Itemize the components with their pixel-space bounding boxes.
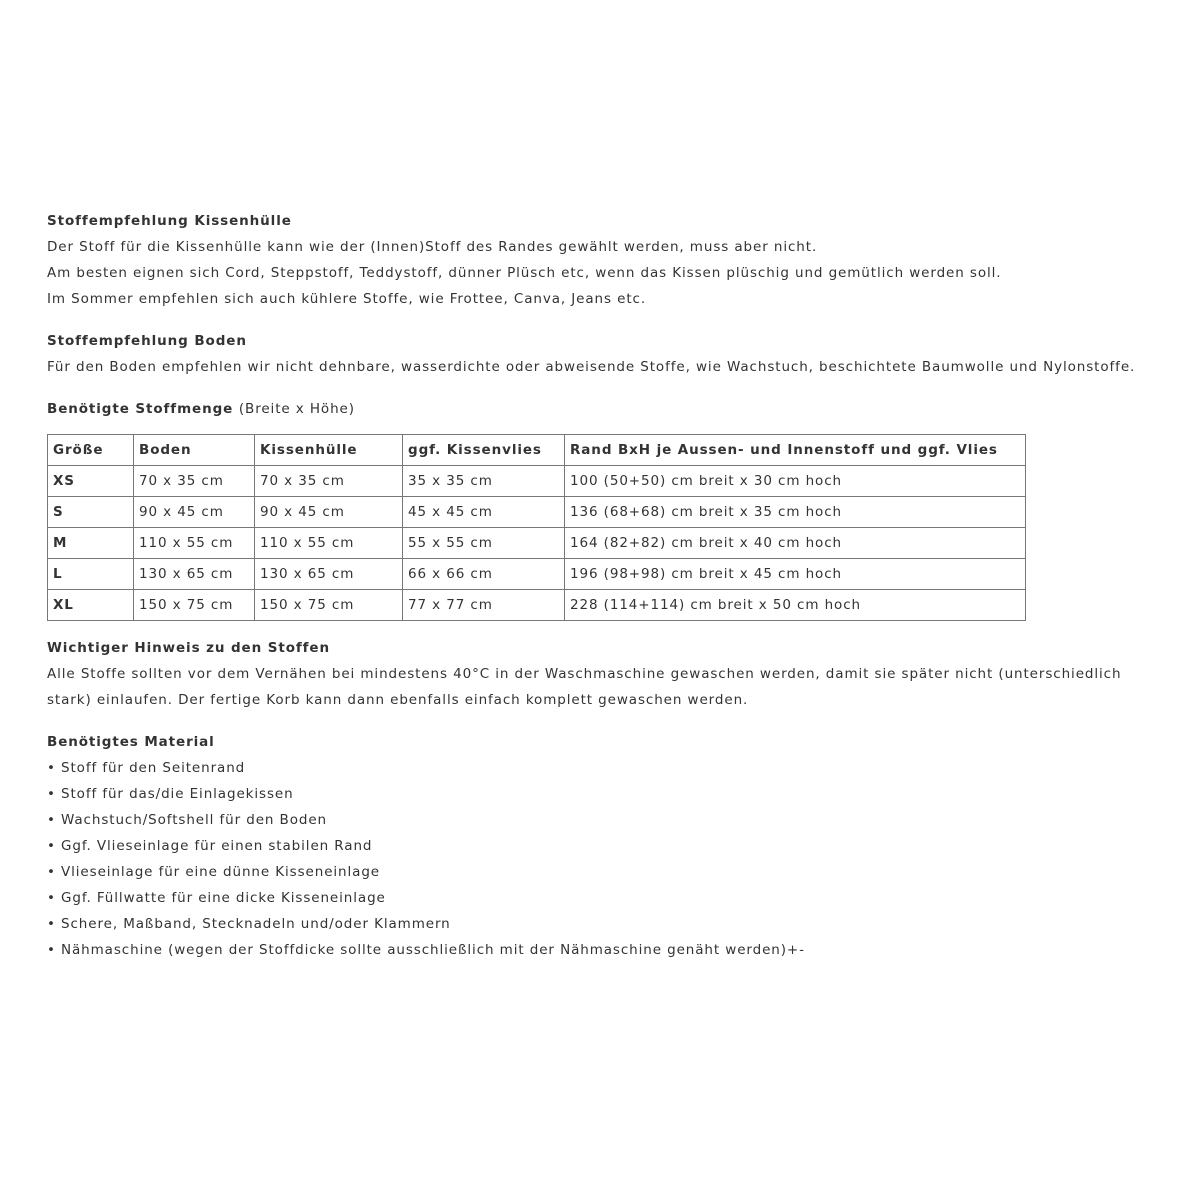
header-kissenhuelle: Kissenhülle	[255, 435, 403, 466]
table-row	[48, 528, 1026, 559]
boden-cell: 110 x 55 cm	[134, 528, 255, 559]
bullet-icon: •	[47, 812, 56, 828]
kissenhuelle-cell: 150 x 75 cm	[255, 590, 403, 621]
section-title-material: Benötigtes Material	[47, 734, 215, 750]
table-row	[48, 466, 1026, 497]
material-item-text: Wachstuch/Softshell für den Boden	[61, 812, 327, 828]
material-item-text: Nähmaschine (wegen der Stoffdicke sollte ausschließlich mit der Nähmaschine genäht werden)+-	[61, 942, 805, 958]
header-groesse: Größe	[48, 435, 134, 466]
bullet-icon: •	[47, 916, 56, 932]
list-item	[47, 937, 1167, 963]
list-item	[47, 807, 1167, 833]
bullet-icon: •	[47, 942, 56, 958]
rand-cell: 136 (68+68) cm breit x 35 cm hoch	[565, 497, 1026, 528]
list-item	[47, 781, 1167, 807]
header-rand: Rand BxH je Aussen- und Innenstoff und ggf. Vlies	[565, 435, 1026, 466]
bullet-icon: •	[47, 838, 56, 854]
boden-cell: 150 x 75 cm	[134, 590, 255, 621]
boden-cell: 130 x 65 cm	[134, 559, 255, 590]
rand-cell: 100 (50+50) cm breit x 30 cm hoch	[565, 466, 1026, 497]
header-boden: Boden	[134, 435, 255, 466]
kissenhuelle-cell: 90 x 45 cm	[255, 497, 403, 528]
header-kissenvlies: ggf. Kissenvlies	[403, 435, 565, 466]
article-content	[47, 208, 1167, 963]
size-cell: XS	[48, 466, 134, 497]
size-cell: L	[48, 559, 134, 590]
table-row	[48, 559, 1026, 590]
rand-cell: 228 (114+114) cm breit x 50 cm hoch	[565, 590, 1026, 621]
material-item-text: Stoff für das/die Einlagekissen	[61, 786, 294, 802]
section-title-hinweis: Wichtiger Hinweis zu den Stoffen	[47, 640, 330, 656]
kissenhuelle-line-3: Im Sommer empfehlen sich auch kühlere Stoffe, wie Frottee, Canva, Jeans etc.	[47, 291, 647, 307]
section-title-kissenhuelle: Stoffempfehlung Kissenhülle	[47, 213, 292, 229]
material-item-text: Ggf. Vlieseinlage für einen stabilen Rand	[61, 838, 373, 854]
boden-cell: 90 x 45 cm	[134, 497, 255, 528]
kissenvlies-cell: 77 x 77 cm	[403, 590, 565, 621]
bullet-icon: •	[47, 786, 56, 802]
boden-cell: 70 x 35 cm	[134, 466, 255, 497]
list-item	[47, 911, 1167, 937]
material-item-text: Vlieseinlage für eine dünne Kisseneinlage	[61, 864, 381, 880]
bullet-icon: •	[47, 890, 56, 906]
list-item	[47, 885, 1167, 911]
material-item-text: Schere, Maßband, Stecknadeln und/oder Klammern	[61, 916, 451, 932]
kissenvlies-cell: 55 x 55 cm	[403, 528, 565, 559]
rand-cell: 196 (98+98) cm breit x 45 cm hoch	[565, 559, 1026, 590]
material-item-text: Stoff für den Seitenrand	[61, 760, 246, 776]
section-title-boden: Stoffempfehlung Boden	[47, 333, 247, 349]
stoffmenge-subtitle: (Breite x Höhe)	[238, 401, 355, 417]
hinweis-text: Alle Stoffe sollten vor dem Vernähen bei mindestens 40°C in der Waschmaschine gewaschen werden, damit sie später nicht (unterschiedlich stark) einlaufen. Der fertige Korb kann dann ebenfalls einfach komplett gewaschen werden.	[47, 666, 1122, 708]
kissenhuelle-line-1: Der Stoff für die Kissenhülle kann wie der (Innen)Stoff des Randes gewählt werden, muss aber nicht.	[47, 239, 818, 255]
kissenvlies-cell: 66 x 66 cm	[403, 559, 565, 590]
stoffmenge-title: Benötigte Stoffmenge	[47, 401, 234, 417]
kissenhuelle-cell: 130 x 65 cm	[255, 559, 403, 590]
list-item	[47, 755, 1167, 781]
table-header-row	[48, 435, 1026, 466]
material-list	[47, 755, 1167, 963]
size-cell: S	[48, 497, 134, 528]
size-cell: XL	[48, 590, 134, 621]
boden-text: Für den Boden empfehlen wir nicht dehnbare, wasserdichte oder abweisende Stoffe, wie Wachstuch, beschichtete Baumwolle und Nylonstoffe.	[47, 359, 1136, 375]
kissenhuelle-line-2: Am besten eignen sich Cord, Steppstoff, Teddystoff, dünner Plüsch etc, wenn das Kissen plüschig und gemütlich werden soll.	[47, 265, 1002, 281]
section-title-stoffmenge	[47, 396, 1167, 422]
table-row	[48, 497, 1026, 528]
list-item	[47, 859, 1167, 885]
bullet-icon: •	[47, 760, 56, 776]
kissenvlies-cell: 45 x 45 cm	[403, 497, 565, 528]
size-cell: M	[48, 528, 134, 559]
material-item-text: Ggf. Füllwatte für eine dicke Kisseneinlage	[61, 890, 386, 906]
table-row	[48, 590, 1026, 621]
fabric-size-table	[47, 434, 1026, 621]
bullet-icon: •	[47, 864, 56, 880]
list-item	[47, 833, 1167, 859]
kissenhuelle-cell: 110 x 55 cm	[255, 528, 403, 559]
kissenhuelle-cell: 70 x 35 cm	[255, 466, 403, 497]
rand-cell: 164 (82+82) cm breit x 40 cm hoch	[565, 528, 1026, 559]
kissenvlies-cell: 35 x 35 cm	[403, 466, 565, 497]
